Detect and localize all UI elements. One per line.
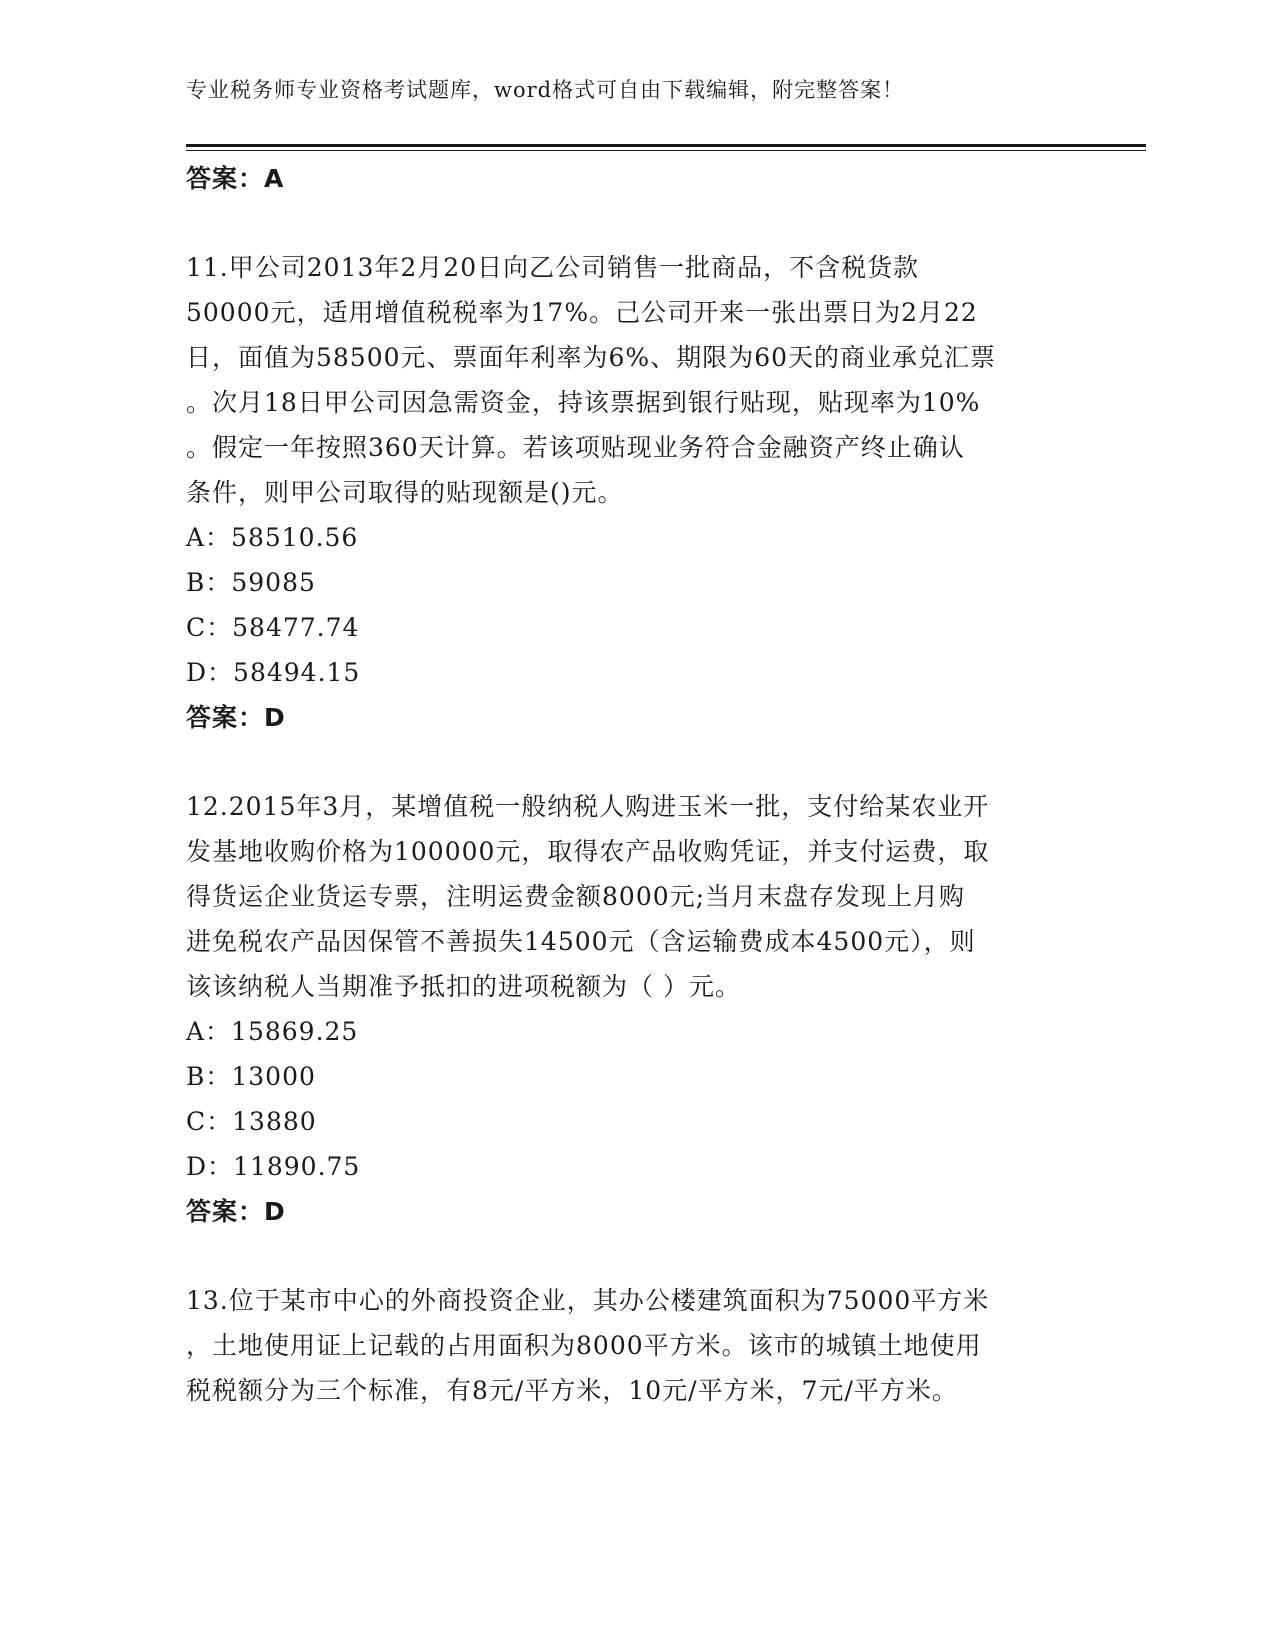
option-b: B：13000 [186,1062,316,1091]
document-body [186,156,1086,1413]
question-text-line: 11.甲公司2013年2月20日向乙公司销售一批商品，不含税货款 [186,253,920,282]
question-text-line: ，土地使用证上记载的占用面积为8000平方米。该市的城镇土地使用 [186,1331,982,1360]
option-d: D：58494.15 [186,658,361,687]
page-header: 专业税务师专业资格考试题库，word格式可自由下载编辑，附完整答案！ [186,78,905,102]
question-text-line: 。次月18日甲公司因急需资金，持该票据到银行贴现，贴现率为10% [186,388,981,417]
question-text-line: 50000元，适用增值税税率为17%。己公司开来一张出票日为2月22 [186,298,978,327]
question-text-line: 发基地收购价格为100000元，取得农产品收购凭证，并支付运费，取 [186,837,990,866]
option-c: C：58477.74 [186,613,360,642]
question-block [186,245,1086,740]
question-text-line: 12.2015年3月，某增值税一般纳税人购进玉米一批，支付给某农业开 [186,792,990,821]
option-b: B：59085 [186,568,316,597]
question-text-line: 税税额分为三个标准，有8元/平方米，10元/平方米，7元/平方米。 [186,1376,958,1405]
question-text-line: 日，面值为58500元、票面年利率为6%、期限为60天的商业承兑汇票 [186,343,997,372]
question-text-line: 13.位于某市中心的外商投资企业，其办公楼建筑面积为75000平方米 [186,1286,990,1315]
question-block [186,1278,1086,1413]
option-a: A：58510.56 [186,523,359,552]
question-text-line: 条件，则甲公司取得的贴现额是()元。 [186,478,624,507]
option-d: D：11890.75 [186,1152,361,1181]
question-block [186,784,1086,1234]
question-text-line: 该该纳税人当期准予抵扣的进项税额为（ ）元。 [186,972,741,1001]
question-text-line: 。假定一年按照360天计算。若该项贴现业务符合金融资产终止确认 [186,433,965,462]
answer-line: 答案：D [186,703,286,732]
spacer [186,1234,1086,1278]
option-c: C：13880 [186,1107,317,1136]
question-text-line: 得货运企业货运专票，注明运费金额8000元;当月末盘存发现上月购 [186,882,966,911]
option-a: A：15869.25 [186,1017,359,1046]
spacer [186,201,1086,245]
question-text-line: 进免税农产品因保管不善损失14500元（含运输费成本4500元），则 [186,927,976,956]
header-rule-thin [186,150,1146,151]
header-rule-thick [186,144,1146,147]
answer-line: 答案：A [186,164,285,193]
spacer [186,740,1086,784]
answer-line: 答案：D [186,1197,286,1226]
